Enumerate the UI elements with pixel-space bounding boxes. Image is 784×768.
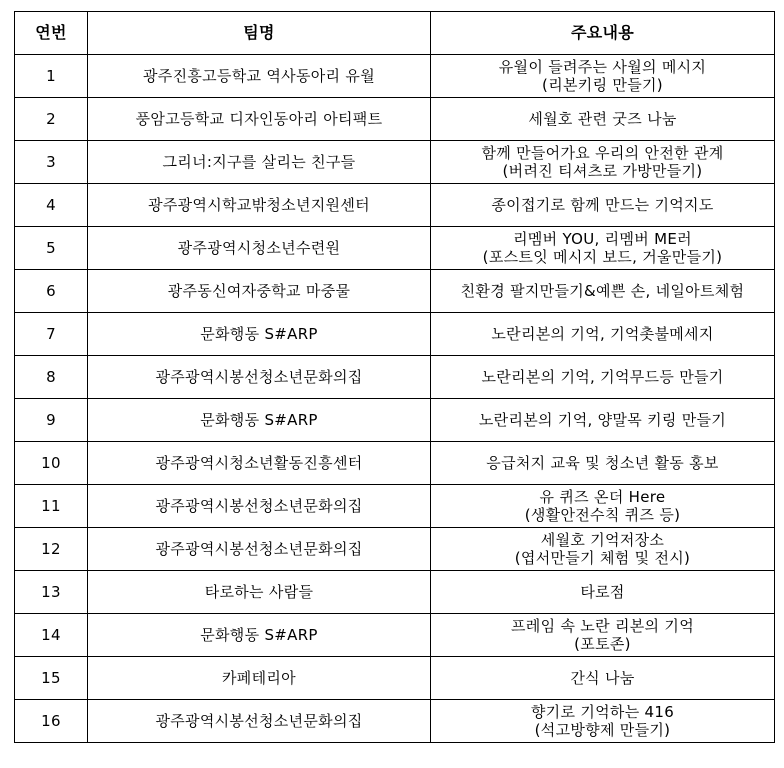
team-name: 풍암고등학교 디자인동아리 아티팩트 [88,98,431,141]
row-number: 1 [15,55,88,98]
header-main-content: 주요내용 [431,12,775,55]
row-number: 2 [15,98,88,141]
table-row [15,485,775,528]
main-content [431,141,775,184]
content-detail: (버려진 티셔츠로 가방만들기) [502,162,703,180]
table-row [15,528,775,571]
team-name: 문화행동 S#ARP [88,313,431,356]
main-content [431,184,775,227]
row-number: 11 [15,485,88,528]
content-title: 응급처지 교육 및 청소년 활동 홍보 [486,454,719,472]
table-row [15,442,775,485]
content-title: 세월호 기억저장소 [540,531,665,549]
header-team-name: 팀명 [88,12,431,55]
row-number: 5 [15,227,88,270]
main-content [431,442,775,485]
main-content [431,528,775,571]
main-content [431,313,775,356]
row-number: 15 [15,657,88,700]
content-title: 함께 만들어가요 우리의 안전한 관계 [481,144,724,162]
content-detail: (엽서만들기 체험 및 전시) [514,549,691,567]
team-name: 광주광역시봉선청소년문화의집 [88,528,431,571]
program-table [14,11,775,743]
content-title: 유월이 들려주는 사월의 메시지 [498,58,707,76]
content-detail: (생활안전수칙 퀴즈 등) [524,506,681,524]
row-number: 3 [15,141,88,184]
team-name: 문화행동 S#ARP [88,614,431,657]
content-title: 유 퀴즈 온더 Here [539,488,666,506]
main-content [431,270,775,313]
table-row [15,571,775,614]
table-row [15,98,775,141]
content-title: 종이접기로 함께 만드는 기억지도 [491,196,714,214]
row-number: 7 [15,313,88,356]
main-content [431,614,775,657]
main-content [431,571,775,614]
main-content [431,399,775,442]
main-content [431,485,775,528]
team-name: 광주동신여자중학교 마중물 [88,270,431,313]
team-name: 그리너:지구를 살리는 친구들 [88,141,431,184]
team-name: 광주광역시청소년수련원 [88,227,431,270]
content-title: 향기로 기억하는 416 [530,703,675,721]
team-name: 카페테리아 [88,657,431,700]
content-title: 노란리본의 기억, 양말목 키링 만들기 [478,411,727,429]
team-name: 광주광역시학교밖청소년지원센터 [88,184,431,227]
table-row [15,313,775,356]
content-detail: (포토존) [574,635,631,653]
table-row [15,55,775,98]
row-number: 13 [15,571,88,614]
main-content [431,55,775,98]
header-number: 연번 [15,12,88,55]
table-row [15,614,775,657]
content-title: 타로점 [580,583,625,601]
team-name: 타로하는 사람들 [88,571,431,614]
team-name: 문화행동 S#ARP [88,399,431,442]
content-title: 노란리본의 기억, 기억촛불메세지 [491,325,714,343]
table-body [15,55,775,743]
table-row [15,227,775,270]
content-title: 세월호 관련 굿즈 나눔 [528,110,677,128]
row-number: 10 [15,442,88,485]
team-name: 광주광역시봉선청소년문화의집 [88,356,431,399]
row-number: 4 [15,184,88,227]
main-content [431,657,775,700]
main-content [431,700,775,743]
team-name: 광주광역시청소년활동진흥센터 [88,442,431,485]
content-title: 프레임 속 노란 리본의 기억 [511,617,694,635]
main-content [431,98,775,141]
table-row [15,141,775,184]
row-number: 8 [15,356,88,399]
row-number: 12 [15,528,88,571]
row-number: 6 [15,270,88,313]
table-row [15,700,775,743]
table-row [15,356,775,399]
team-name: 광주광역시봉선청소년문화의집 [88,485,431,528]
table-row [15,184,775,227]
table-row [15,399,775,442]
table-row [15,657,775,700]
content-detail: (포스트잇 메시지 보드, 거울만들기) [482,248,723,266]
header-row [15,12,775,55]
row-number: 16 [15,700,88,743]
team-name: 광주진흥고등학교 역사동아리 유월 [88,55,431,98]
content-detail: (석고방향제 만들기) [534,721,671,739]
row-number: 9 [15,399,88,442]
content-title: 친환경 팔지만들기&예쁜 손, 네일아트체험 [460,282,745,300]
row-number: 14 [15,614,88,657]
main-content [431,356,775,399]
content-title: 노란리본의 기억, 기억무드등 만들기 [481,368,724,386]
content-detail: (리본키링 만들기) [542,76,663,94]
main-content [431,227,775,270]
content-title: 간식 나눔 [570,669,635,687]
content-title: 리멤버 YOU, 리멤버 ME러 [513,230,692,248]
table-row [15,270,775,313]
team-name: 광주광역시봉선청소년문화의집 [88,700,431,743]
